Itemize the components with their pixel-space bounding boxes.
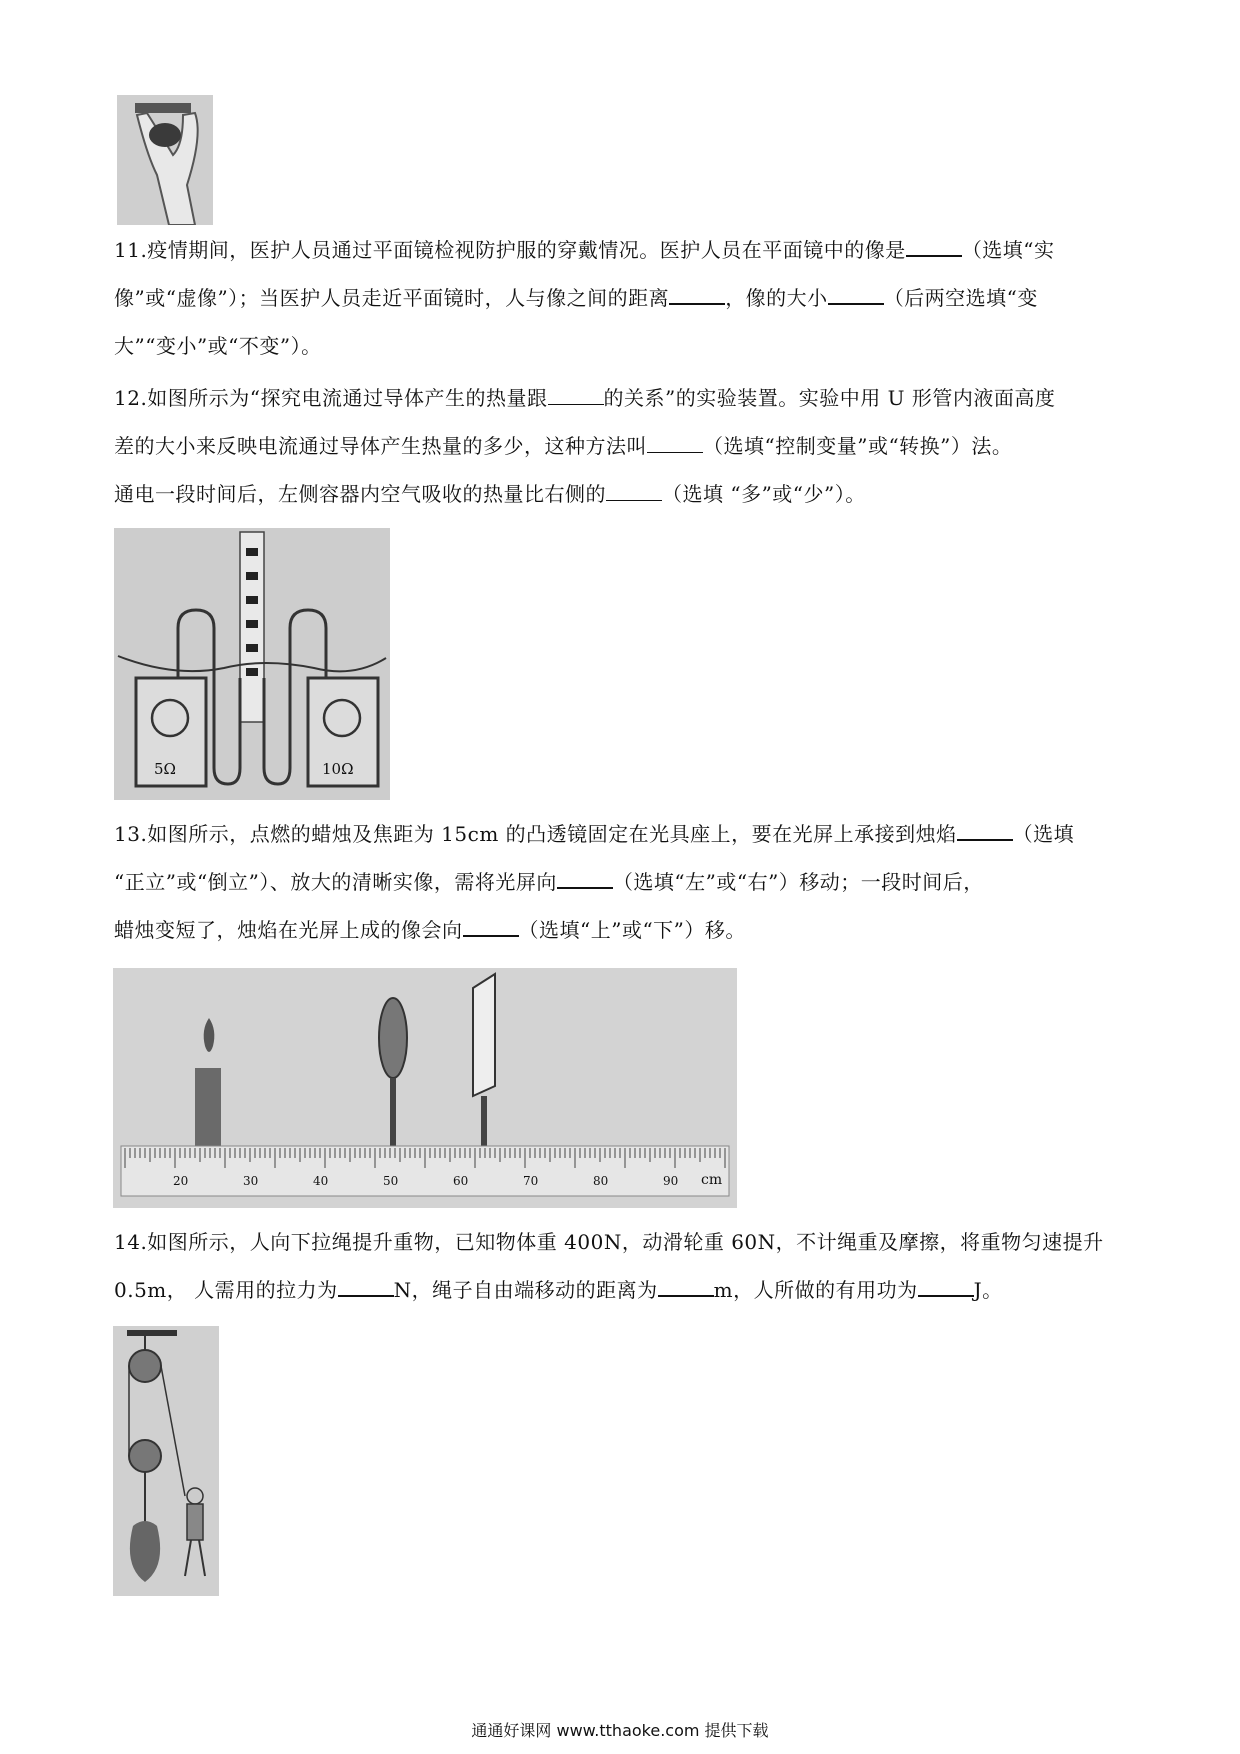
- q14-text-2c: m，人所做的有用功为: [713, 1278, 918, 1302]
- question-12: [114, 374, 1134, 518]
- question-11: [114, 226, 1134, 370]
- q14-text-2b: N，绳子自由端移动的距离为: [393, 1278, 658, 1302]
- ruler-labels: [113, 968, 737, 1208]
- q13-text-3b: （选填“上”或“下”）移。: [518, 918, 746, 942]
- ruler-tick-label: 20: [173, 1174, 189, 1188]
- q12-blank-1[interactable]: [548, 384, 604, 405]
- page-footer: 通通好课网 www.tthaoke.com 提供下载: [471, 1721, 769, 1740]
- q11-blank-3[interactable]: [828, 283, 884, 305]
- q11-text-2a: 像”或“虚像”）；当医护人员走近平面镜时，人与像之间的距离: [114, 286, 670, 310]
- q13-text-2a: “正立”或“倒立”）、放大的清晰实像，需将光屏向: [114, 870, 557, 894]
- q12-blank-2[interactable]: [647, 432, 703, 453]
- q14-blank-2[interactable]: [658, 1275, 714, 1297]
- q12-text-3a: 通电一段时间后，左侧容器内空气吸收的热量比右侧的: [114, 482, 606, 506]
- q12-text-1a: 12.如图所示为“探究电流通过导体产生的热量跟: [114, 386, 548, 410]
- ruler-tick-label: 70: [523, 1174, 539, 1188]
- q13-text-1b: （选填: [1012, 822, 1075, 846]
- q13-text-1a: 13.如图所示，点燃的蜡烛及焦距为 15cm 的凸透镜固定在光具座上，要在光屏上承接到烛焰: [114, 822, 957, 846]
- q12-text-3b: （选填 “多”或“少”）。: [662, 482, 866, 506]
- resistor-label-5ohm: 5Ω: [154, 760, 176, 778]
- figure-optical-bench: [113, 968, 737, 1208]
- resistor-label-10ohm: 10Ω: [322, 760, 354, 778]
- ruler-unit-label: cm: [701, 1172, 723, 1188]
- q11-text-1: 11.疫情期间，医护人员通过平面镜检视防护服的穿戴情况。医护人员在平面镜中的像是: [114, 238, 906, 262]
- ruler-tick-label: 90: [663, 1174, 679, 1188]
- ruler-tick-label: 30: [243, 1174, 259, 1188]
- figure-pulley-system: [113, 1326, 219, 1596]
- q11-blank-1[interactable]: [906, 235, 962, 257]
- q12-blank-3[interactable]: [606, 480, 662, 501]
- q11-text-3: 大”“变小”或“不变”）。: [114, 334, 322, 358]
- ruler-tick-label: 50: [383, 1174, 399, 1188]
- q13-blank-1[interactable]: [957, 819, 1013, 841]
- ruler-tick-label: 60: [453, 1174, 469, 1188]
- ruler-tick-label: 40: [313, 1174, 329, 1188]
- q14-blank-3[interactable]: [918, 1275, 974, 1297]
- q11-blank-2[interactable]: [669, 283, 725, 305]
- q14-text-1: 14.如图所示，人向下拉绳提升重物，已知物体重 400N，动滑轮重 60N，不计绳重及摩擦，将重物匀速提升: [114, 1230, 1104, 1254]
- q13-text-3a: 蜡烛变短了，烛焰在光屏上成的像会向: [114, 918, 463, 942]
- question-14: [114, 1218, 1134, 1314]
- q13-blank-3[interactable]: [463, 915, 519, 937]
- q11-text-2c: （后两空选填“变: [883, 286, 1038, 310]
- q12-text-2b: （选填“控制变量”或“转换”）法。: [703, 434, 1013, 458]
- q12-text-2a: 差的大小来反映电流通过导体产生热量的多少，这种方法叫: [114, 434, 647, 458]
- q12-text-1b: 的关系”的实验装置。实验中用 U 形管内液面高度: [603, 386, 1056, 410]
- q13-blank-2[interactable]: [557, 867, 613, 889]
- q11-text-2b: ，像的大小: [725, 286, 828, 310]
- q14-text-2a: 0.5m， 人需用的拉力为: [114, 1278, 338, 1302]
- q14-text-2d: J。: [973, 1278, 1003, 1302]
- question-13: [114, 810, 1134, 954]
- q11-text-1b: （选填“实: [961, 238, 1055, 262]
- ruler-tick-label: 80: [593, 1174, 609, 1188]
- q14-blank-1[interactable]: [338, 1275, 394, 1297]
- figure-hand-photo: [117, 95, 213, 225]
- q13-text-2b: （选填“左”或“右”）移动；一段时间后，: [612, 870, 984, 894]
- figure-u-tube-apparatus: [114, 528, 390, 800]
